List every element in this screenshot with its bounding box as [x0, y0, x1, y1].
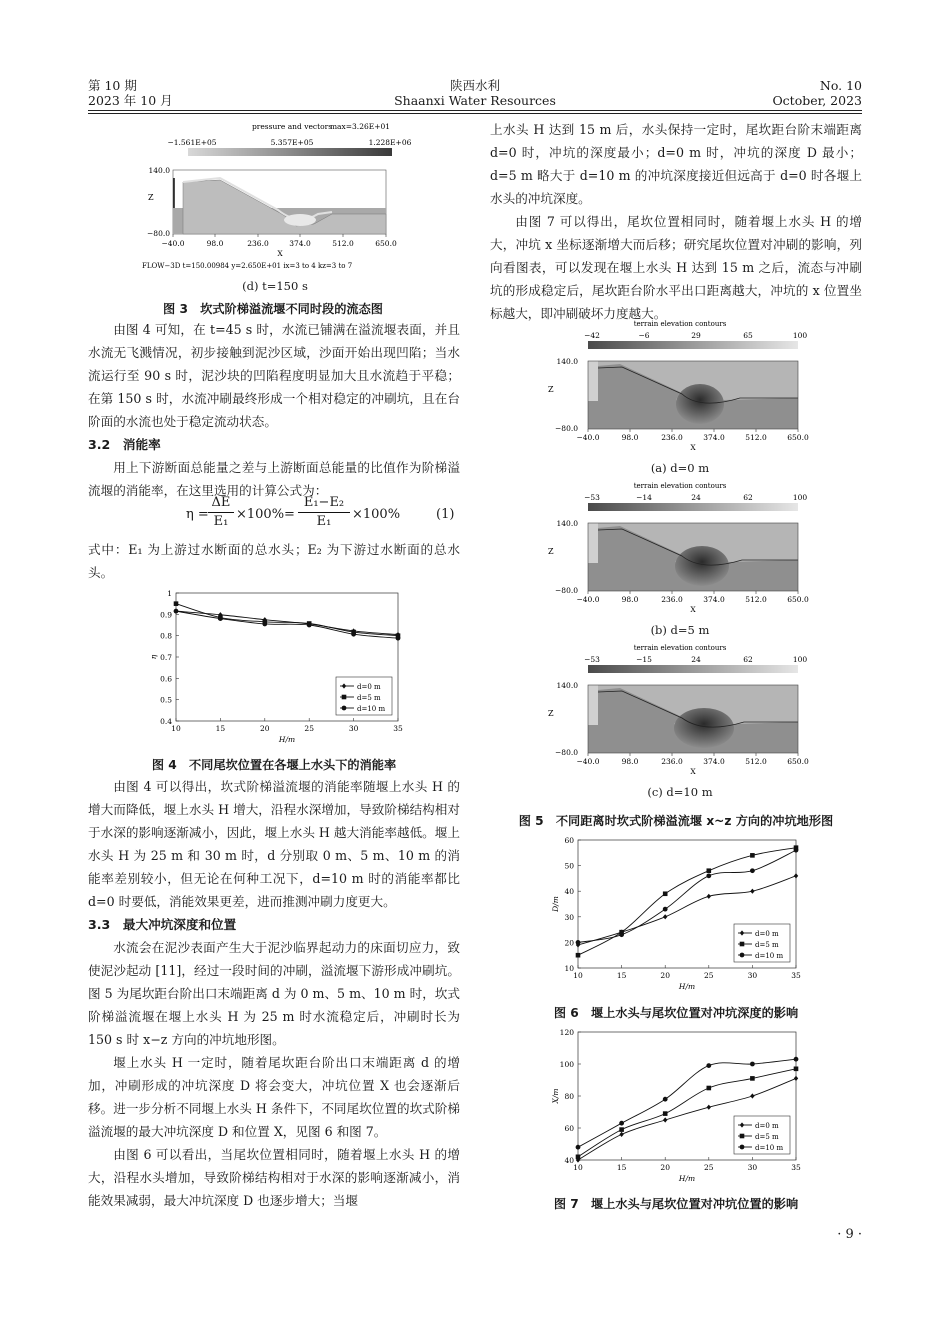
paragraph: 由图 4 可知，在 t=45 s 时，水流已铺满在溢流堰表面，并且水流无飞溅情况，初步接触到泥沙区域，沙面开始出现凹陷；当水流运行至 90 s 时，泥沙块的凹陷程度明显加大且水流趋于平稳；在第 150 s 时，水流冲刷最终形成一个相对稳定的冲刷坑，且在台阶面的水流也处于稳定流动状态。	[88, 322, 460, 429]
data-point	[351, 632, 356, 637]
fig3-x-tick: 374.0	[289, 239, 311, 248]
left-block-2	[88, 538, 460, 584]
x-tick-label: 35	[791, 971, 801, 980]
x-tick-label: 20	[260, 724, 270, 733]
formula-lhs: η =	[186, 507, 209, 522]
legend-label: d=5 m	[755, 941, 779, 949]
fig3-scour-hole	[284, 214, 316, 226]
paragraph: 水流会在泥沙表面产生大于泥沙临界起动力的床面切应力，致使泥沙起动 [11]，经过一段时间的冲刷，溢流堰下游形成冲刷坑。图 5 为尾坎距台阶出口末端距离 d 为 0 m、5 m、10 m 时，坎式阶梯溢流堰在堰上水头 H 为 25 m 时水流稳定后，冲刷时长为 150 s 时 x−z 方向的冲坑地形图。	[88, 940, 460, 1047]
header-journal-cn: 陕西水利	[449, 78, 500, 93]
fig3-x-tick: −40.0	[161, 239, 185, 248]
data-point	[663, 1117, 667, 1122]
data-point	[663, 1111, 668, 1116]
header-journal-en: Shaanxi Water Resources	[394, 93, 556, 108]
data-point	[706, 873, 711, 878]
y-tick-label: 1	[167, 589, 172, 598]
x-tick-label: 35	[791, 1163, 801, 1172]
x-tick-label: 10	[171, 724, 181, 733]
fig3-x-tick: 98.0	[206, 239, 224, 248]
formula-num: E₁−E₂	[298, 494, 350, 513]
fig5-scale-label: −53	[584, 493, 600, 502]
fig5-x-label: X	[690, 767, 696, 776]
formula-den: E₁	[316, 514, 332, 529]
data-point	[663, 907, 668, 912]
fig5-x-tick: 374.0	[703, 433, 725, 442]
paragraph: 式中：E₁ 为上游过水断面的总水头；E₂ 为下游过水断面的总水头。	[88, 542, 460, 580]
data-point	[663, 1097, 668, 1102]
fig5-subcaption: (a) d=0 m	[650, 461, 710, 475]
fig5-scour-pit	[675, 546, 729, 586]
y-tick-label: 0.4	[160, 717, 172, 726]
fig5-scale-label: 100	[792, 331, 808, 340]
fig6-chart	[520, 832, 820, 1000]
y-tick-label: 0.8	[160, 631, 172, 641]
fig3-scale-label: 1.228E+06	[368, 138, 412, 147]
formula-1	[88, 494, 460, 538]
fig5-scale-label: 24	[691, 493, 701, 502]
legend-label: d=0 m	[357, 683, 381, 691]
data-point	[794, 1057, 799, 1062]
y-tick-label: 40	[564, 1156, 574, 1165]
y-tick-label: 60	[564, 1124, 574, 1133]
data-point	[750, 889, 754, 894]
data-point	[750, 868, 755, 873]
x-tick-label: 20	[660, 971, 670, 980]
header-issue-cn: 第 10 期	[88, 78, 137, 93]
fig3-scale-label: 5.357E+05	[270, 138, 314, 147]
fig5-x-tick: 236.0	[661, 757, 683, 766]
legend-label: d=10 m	[357, 705, 386, 713]
data-point	[174, 609, 179, 614]
fig3-flow-panel	[120, 118, 430, 288]
y-tick-label: 60	[564, 836, 574, 845]
paragraph: 由图 6 可以看出，当尾坎位置相同时，随着堰上水头 H 的增大，沿程水头增加，导致阶梯结构相对于水深的影响逐渐减小，消能效果减弱，最大冲坑深度 D 也逐步增大；当堰	[88, 1147, 460, 1208]
data-point	[576, 953, 581, 958]
fig5-scale-label: 24	[691, 655, 701, 664]
fig3-y-tick: −80.0	[147, 229, 170, 238]
data-point	[262, 622, 267, 627]
fig5-scale-label: −15	[636, 655, 652, 664]
fig5-scale-label: 65	[743, 331, 753, 340]
fig3-x-tick: 236.0	[247, 239, 269, 248]
data-point	[576, 1145, 581, 1150]
fig5-y-tick: −80.0	[555, 424, 578, 433]
header-date-cn: 2023 年 10 月	[88, 93, 173, 108]
data-point	[706, 1063, 711, 1068]
fig5-x-tick: 512.0	[745, 433, 767, 442]
fig5-x-tick: 512.0	[745, 757, 767, 766]
data-point	[174, 601, 179, 606]
fig5-x-tick: 512.0	[745, 595, 767, 604]
fig5-x-tick: 236.0	[661, 595, 683, 604]
fig3-x-tick: 650.0	[375, 239, 397, 248]
data-point	[218, 616, 223, 621]
x-tick-label: 15	[215, 724, 226, 733]
y-axis-label: η	[149, 654, 158, 660]
fig5-color-scale	[588, 665, 798, 673]
data-point	[619, 1127, 624, 1132]
y-tick-label: 100	[559, 1060, 574, 1069]
fig5-x-tick: −40.0	[576, 595, 600, 604]
fig5-inlet	[588, 523, 598, 563]
right-block-1	[490, 118, 862, 325]
fig5-panel	[540, 318, 820, 458]
series-line-d10m	[176, 611, 398, 638]
data-point	[794, 848, 799, 853]
y-tick-label: 0.9	[160, 610, 172, 620]
legend-label: d=5 m	[755, 1133, 779, 1141]
fig5-panel	[540, 642, 820, 782]
x-tick-label: 15	[616, 971, 627, 980]
data-point	[794, 1067, 799, 1072]
left-block-1	[88, 318, 460, 502]
fig5-color-scale	[588, 503, 798, 511]
fig5-y-tick: −80.0	[555, 586, 578, 595]
x-tick-label: 30	[348, 724, 359, 733]
fig5-y-tick: −80.0	[555, 748, 578, 757]
fig5-scale-label: −6	[638, 331, 650, 340]
page-number: · 9 ·	[837, 1227, 862, 1242]
fig5-x-tick: 98.0	[621, 757, 639, 766]
fig3-caption: 图 3 坎式阶梯溢流堰不同时段的流态图	[163, 302, 383, 316]
data-point	[707, 868, 712, 873]
legend-marker	[342, 706, 347, 711]
fig5-x-tick: 374.0	[703, 595, 725, 604]
x-tick-label: 30	[747, 971, 758, 980]
fig5-panel-title: terrain elevation contours	[633, 644, 727, 652]
header-rule	[88, 110, 862, 111]
formula-number: (1)	[436, 507, 455, 522]
data-point	[619, 1121, 624, 1126]
y-tick-label: 30	[564, 912, 574, 922]
fig5-y-label: Z	[548, 709, 554, 718]
fig3-subcaption: (d) t=150 s	[242, 279, 308, 293]
fig5-panels	[540, 318, 820, 803]
fig5-x-tick: 374.0	[703, 757, 725, 766]
data-point	[750, 853, 755, 858]
fig5-subcaption: (c) d=10 m	[647, 785, 713, 799]
fig7-chart	[520, 1024, 820, 1192]
paragraph: 由图 4 可以得出，坎式阶梯溢流堰的消能率随堰上水头 H 的增大而降低，堰上水头 H 增大，沿程水深增加，导致阶梯结构相对于水深的影响逐渐减小，因此，堰上水头 H 越大消能率越低。堰上水头 H 为 25 m 和 30 m 时，d 分别取 0 m、5 m、10 m 的消能率差别较小，但无论在何种工况下，d=10 m 时的消能率都比 d=0 时要低，消能效果更差，进而推测冲刷力度更大。	[88, 779, 460, 909]
x-tick-label: 25	[704, 1163, 714, 1172]
x-axis-label: H/m	[278, 735, 296, 744]
legend-label: d=10 m	[755, 952, 784, 960]
fig3-scale-label: −1.561E+05	[167, 138, 217, 147]
formula-tail: ×100%	[352, 507, 401, 522]
section-heading: 3.2 消能率	[88, 437, 161, 452]
formula-mid: ×100%=	[236, 507, 295, 522]
legend-marker	[740, 953, 745, 958]
fig5-x-tick: 650.0	[787, 595, 809, 604]
fig5-inlet	[588, 685, 598, 725]
paragraph: 上水头 H 达到 15 m 后，水头保持一定时，尾坎距台阶末端距离 d=0 时，冲坑的深度最小；d=0 m 时，冲坑的深度 D 最小；d=5 m 略大于 d=10 m 的冲坑深度接近但远高于 d=0 时各堰上水头的冲坑深度。	[490, 122, 862, 206]
data-point	[396, 636, 401, 641]
data-point	[750, 1093, 754, 1098]
legend-label: d=5 m	[357, 694, 381, 702]
x-tick-label: 25	[304, 724, 314, 733]
fig5-caption: 图 5 不同距离时坎式阶梯溢流堰 x~z 方向的冲坑地形图	[518, 814, 834, 828]
y-tick-label: 0.7	[160, 653, 172, 662]
fig5-color-scale	[588, 341, 798, 349]
fig5-x-label: X	[690, 443, 696, 452]
paragraph: 由图 7 可以得出，尾坎位置相同时，随着堰上水头 H 的增大，冲坑 x 坐标逐渐增大而后移；研究尾坎位置对冲刷的影响，列向看图表，可以发现在堰上水头 H 达到 15 m 之后，流态与冲刷坑的形成稳定后，尾坎距台阶水平出口距离越大，冲坑的 x 位置坐标越大，即冲刷破坏力度越大。	[490, 214, 862, 321]
fig5-x-tick: −40.0	[576, 433, 600, 442]
formula-num: ΔE	[208, 494, 234, 513]
x-tick-label: 10	[573, 971, 583, 980]
x-tick-label: 15	[616, 1163, 627, 1172]
formula-den: E₁	[213, 514, 229, 529]
fig5-x-tick: 650.0	[787, 433, 809, 442]
left-block-3	[88, 775, 460, 1212]
fig5-x-tick: 236.0	[661, 433, 683, 442]
fig5-panel	[540, 480, 820, 620]
y-tick-label: 20	[564, 938, 574, 948]
data-point	[663, 891, 668, 896]
y-axis-label: D/m	[551, 896, 560, 912]
fig5-scale-label: 62	[743, 655, 753, 664]
legend-marker	[740, 1134, 745, 1139]
x-tick-label: 10	[573, 1163, 583, 1172]
legend-label: d=0 m	[755, 930, 779, 938]
x-axis-label: H/m	[678, 982, 696, 991]
fig5-scale-label: −14	[636, 493, 652, 502]
legend-label: d=10 m	[755, 1144, 784, 1152]
fig7-caption: 图 7 堰上水头与尾坎位置对冲坑位置的影响	[553, 1197, 799, 1211]
x-axis-label: H/m	[678, 1174, 696, 1183]
section-heading: 3.3 最大冲坑深度和位置	[88, 917, 237, 932]
data-point	[750, 1076, 755, 1081]
x-tick-label: 35	[393, 724, 403, 733]
fig5-scour-pit	[676, 384, 724, 424]
data-point	[794, 1076, 798, 1081]
fig5-x-tick: −40.0	[576, 757, 600, 766]
y-tick-label: 50	[564, 861, 574, 871]
data-point	[663, 914, 667, 919]
paragraph: 用上下游断面总能量之差与上游断面总能量的比值作为阶梯溢流堰的消能率，在这里选用的计算公式为：	[88, 460, 460, 498]
fig3-color-scale	[188, 148, 392, 156]
y-tick-label: 10	[564, 964, 574, 973]
fig3-footer: FLOW−3D t=150.00984 y=2.650E+01 ix=3 to 4 kz=3 to 7	[142, 262, 353, 270]
fig3-max-label: max=3.26E+01	[329, 122, 391, 131]
fig5-x-label: X	[690, 605, 696, 614]
x-tick-label: 20	[660, 1163, 670, 1172]
fig3-x-label: X	[277, 249, 283, 258]
fig5-inlet	[588, 361, 598, 401]
fig3-y-tick: 140.0	[148, 166, 170, 175]
fig5-y-tick: 140.0	[556, 681, 578, 690]
fig6-caption: 图 6 堰上水头与尾坎位置对冲坑深度的影响	[553, 1006, 799, 1020]
data-point	[576, 940, 581, 945]
header-rule-thin	[88, 113, 862, 114]
fig5-scale-label: 62	[743, 493, 753, 502]
x-tick-label: 30	[747, 1163, 758, 1172]
legend-marker	[342, 695, 347, 700]
paragraph: 堰上水头 H 一定时，随着尾坎距台阶出口末端距离 d 的增加，冲刷形成的冲坑深度 D 将会变大，冲坑位置 X 也会逐渐后移。进一步分析不同堰上水头 H 条件下，不同尾坎位置的坎式阶梯溢流堰的最大冲坑深度 D 和位置 X，见图 6 和图 7。	[88, 1055, 460, 1139]
fig4-caption: 图 4 不同尾坎位置在各堰上水头下的消能率	[151, 758, 397, 772]
data-point	[707, 1086, 712, 1091]
fig5-scour-pit	[674, 708, 734, 748]
fig3-y-label: Z	[148, 193, 154, 202]
x-tick-label: 25	[704, 971, 714, 980]
fig5-panel-title: terrain elevation contours	[633, 482, 727, 490]
header-date-en: October, 2023	[772, 93, 862, 108]
fig5-y-label: Z	[548, 547, 554, 556]
data-point	[750, 1062, 755, 1067]
y-tick-label: 80	[564, 1092, 574, 1101]
fig4-chart	[128, 585, 418, 750]
fig5-panel-title: terrain elevation contours	[633, 320, 727, 328]
series-line-d5m	[176, 604, 398, 636]
y-tick-label: 0.6	[160, 674, 172, 684]
fig3-x-tick: 512.0	[332, 239, 354, 248]
data-point	[307, 623, 312, 628]
data-point	[619, 932, 624, 937]
fig5-scale-label: −42	[584, 331, 600, 340]
header-issue-en: No. 10	[819, 78, 862, 93]
legend-marker	[740, 1145, 745, 1150]
legend-marker	[740, 942, 745, 947]
fig5-y-tick: 140.0	[556, 519, 578, 528]
fig5-y-label: Z	[548, 385, 554, 394]
y-axis-label: X/m	[551, 1088, 560, 1104]
fig5-subcaption: (b) d=5 m	[650, 623, 710, 637]
fig3-panel-title: pressure and vectors	[251, 122, 333, 131]
data-point	[619, 1132, 623, 1137]
fig5-y-tick: 140.0	[556, 357, 578, 366]
fig5-scale-label: 100	[792, 493, 808, 502]
data-point	[794, 873, 798, 878]
data-point	[707, 1105, 711, 1110]
y-tick-label: 120	[559, 1028, 574, 1037]
fig5-scale-label: 100	[792, 655, 808, 664]
fig5-x-tick: 650.0	[787, 757, 809, 766]
fig5-scale-label: −53	[584, 655, 600, 664]
y-tick-label: 0.5	[160, 695, 172, 705]
data-point	[707, 894, 711, 899]
y-tick-label: 40	[564, 887, 574, 897]
legend-label: d=0 m	[755, 1122, 779, 1130]
data-point	[576, 1155, 581, 1160]
fig5-x-tick: 98.0	[621, 595, 639, 604]
fig5-scale-label: 29	[691, 331, 701, 340]
fig5-x-tick: 98.0	[621, 433, 639, 442]
